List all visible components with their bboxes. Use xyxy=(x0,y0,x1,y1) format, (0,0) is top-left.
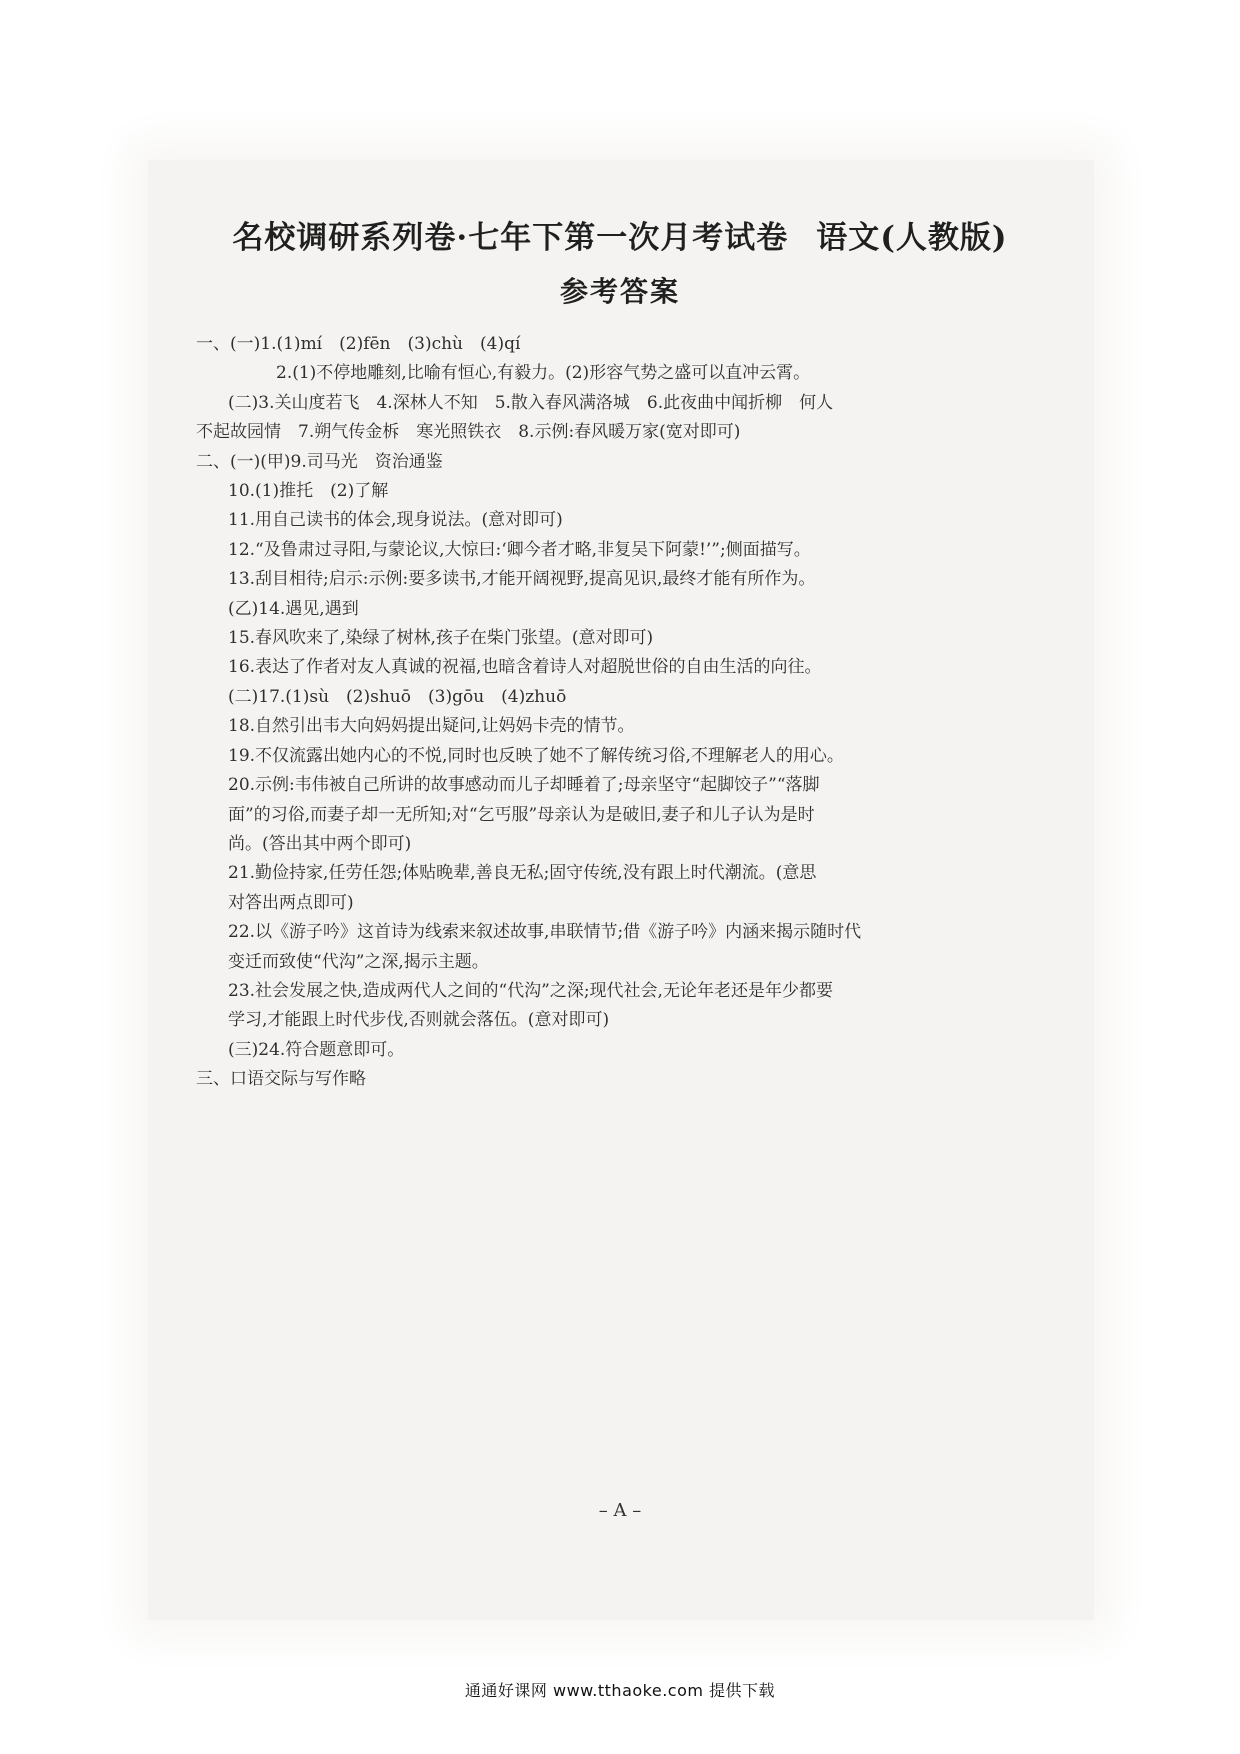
answer-line: (乙)14.遇见,遇到 xyxy=(228,598,359,619)
answer-line: 21.勤俭持家,任劳任怨;体贴晚辈,善良无私;固守传统,没有跟上时代潮流。(意思 xyxy=(228,863,817,884)
answer-line: 15.春风吹来了,染绿了树林,孩子在柴门张望。(意对即可) xyxy=(228,628,654,649)
answer-line: 20.示例:韦伟被自己所讲的故事感动而儿子却睡着了;母亲坚守“起脚饺子”“落脚 xyxy=(228,775,820,796)
answer-line: 对答出两点即可) xyxy=(228,892,354,913)
answer-line: (二)3.关山度若飞 4.深林人不知 5.散入春风满洛城 6.此夜曲中闻折柳 何人 xyxy=(228,392,834,413)
answer-line: (二)17.(1)sù (2)shuō (3)gōu (4)zhuō xyxy=(228,686,567,707)
answer-line: 11.用自己读书的体会,现身说法。(意对即可) xyxy=(228,510,563,531)
answer-line: 10.(1)推托 (2)了解 xyxy=(228,481,389,502)
answer-line: 学习,才能跟上时代步伐,否则就会落伍。(意对即可) xyxy=(228,1010,610,1031)
answer-line: 13.刮目相待;启示:示例:要多读书,才能开阔视野,提高见识,最终才能有所作为。 xyxy=(228,569,816,590)
answer-line: 23.社会发展之快,造成两代人之间的“代沟”之深;现代社会,无论年老还是年少都要 xyxy=(228,980,833,1001)
answer-line: 16.表达了作者对友人真诚的祝福,也暗含着诗人对超脱世俗的自由生活的向往。 xyxy=(228,657,822,678)
answer-line: 面”的习俗,而妻子却一无所知;对“乞丐服”母亲认为是破旧,妻子和儿子认为是时 xyxy=(228,804,815,825)
answer-line: 不起故园情 7.朔气传金柝 寒光照铁衣 8.示例:春风暖万家(宽对即可) xyxy=(196,422,741,443)
answer-line: 12.“及鲁肃过寻阳,与蒙论议,大惊曰:‘卿今者才略,非复吴下阿蒙!’”;侧面描写。 xyxy=(228,539,811,560)
answer-line: 尚。(答出其中两个即可) xyxy=(228,833,412,854)
answer-line: 18.自然引出韦大向妈妈提出疑问,让妈妈卡壳的情节。 xyxy=(228,716,635,737)
answer-line: 三、口语交际与写作略 xyxy=(196,1069,366,1090)
document-subtitle: 参考答案 xyxy=(559,275,680,308)
answer-line: 二、(一)(甲)9.司马光 资治通鉴 xyxy=(196,451,443,472)
answer-line: 变迁而致使“代沟”之深,揭示主题。 xyxy=(228,951,489,972)
answer-line: 2.(1)不停地雕刻,比喻有恒心,有毅力。(2)形容气势之盛可以直冲云霄。 xyxy=(276,363,811,384)
answer-list xyxy=(196,330,1056,1095)
download-credit-footer: 通通好课网 www.tthaoke.com 提供下载 xyxy=(464,1681,776,1700)
title-main: 名校调研系列卷·七年下第一次月考试卷 xyxy=(232,220,789,256)
answer-line: 22.以《游子吟》这首诗为线索来叙述故事,串联情节;借《游子吟》内涵来揭示随时代 xyxy=(228,922,862,943)
answer-line: (三)24.符合题意即可。 xyxy=(228,1039,405,1060)
document-title xyxy=(0,212,1240,257)
page-number: – A – xyxy=(598,1500,642,1521)
answer-line: 19.不仅流露出她内心的不悦,同时也反映了她不了解传统习俗,不理解老人的用心。 xyxy=(228,745,844,766)
title-subject: 语文(人教版) xyxy=(816,220,1008,256)
answer-line: 一、(一)1.(1)mí (2)fēn (3)chù (4)qí xyxy=(196,334,521,354)
